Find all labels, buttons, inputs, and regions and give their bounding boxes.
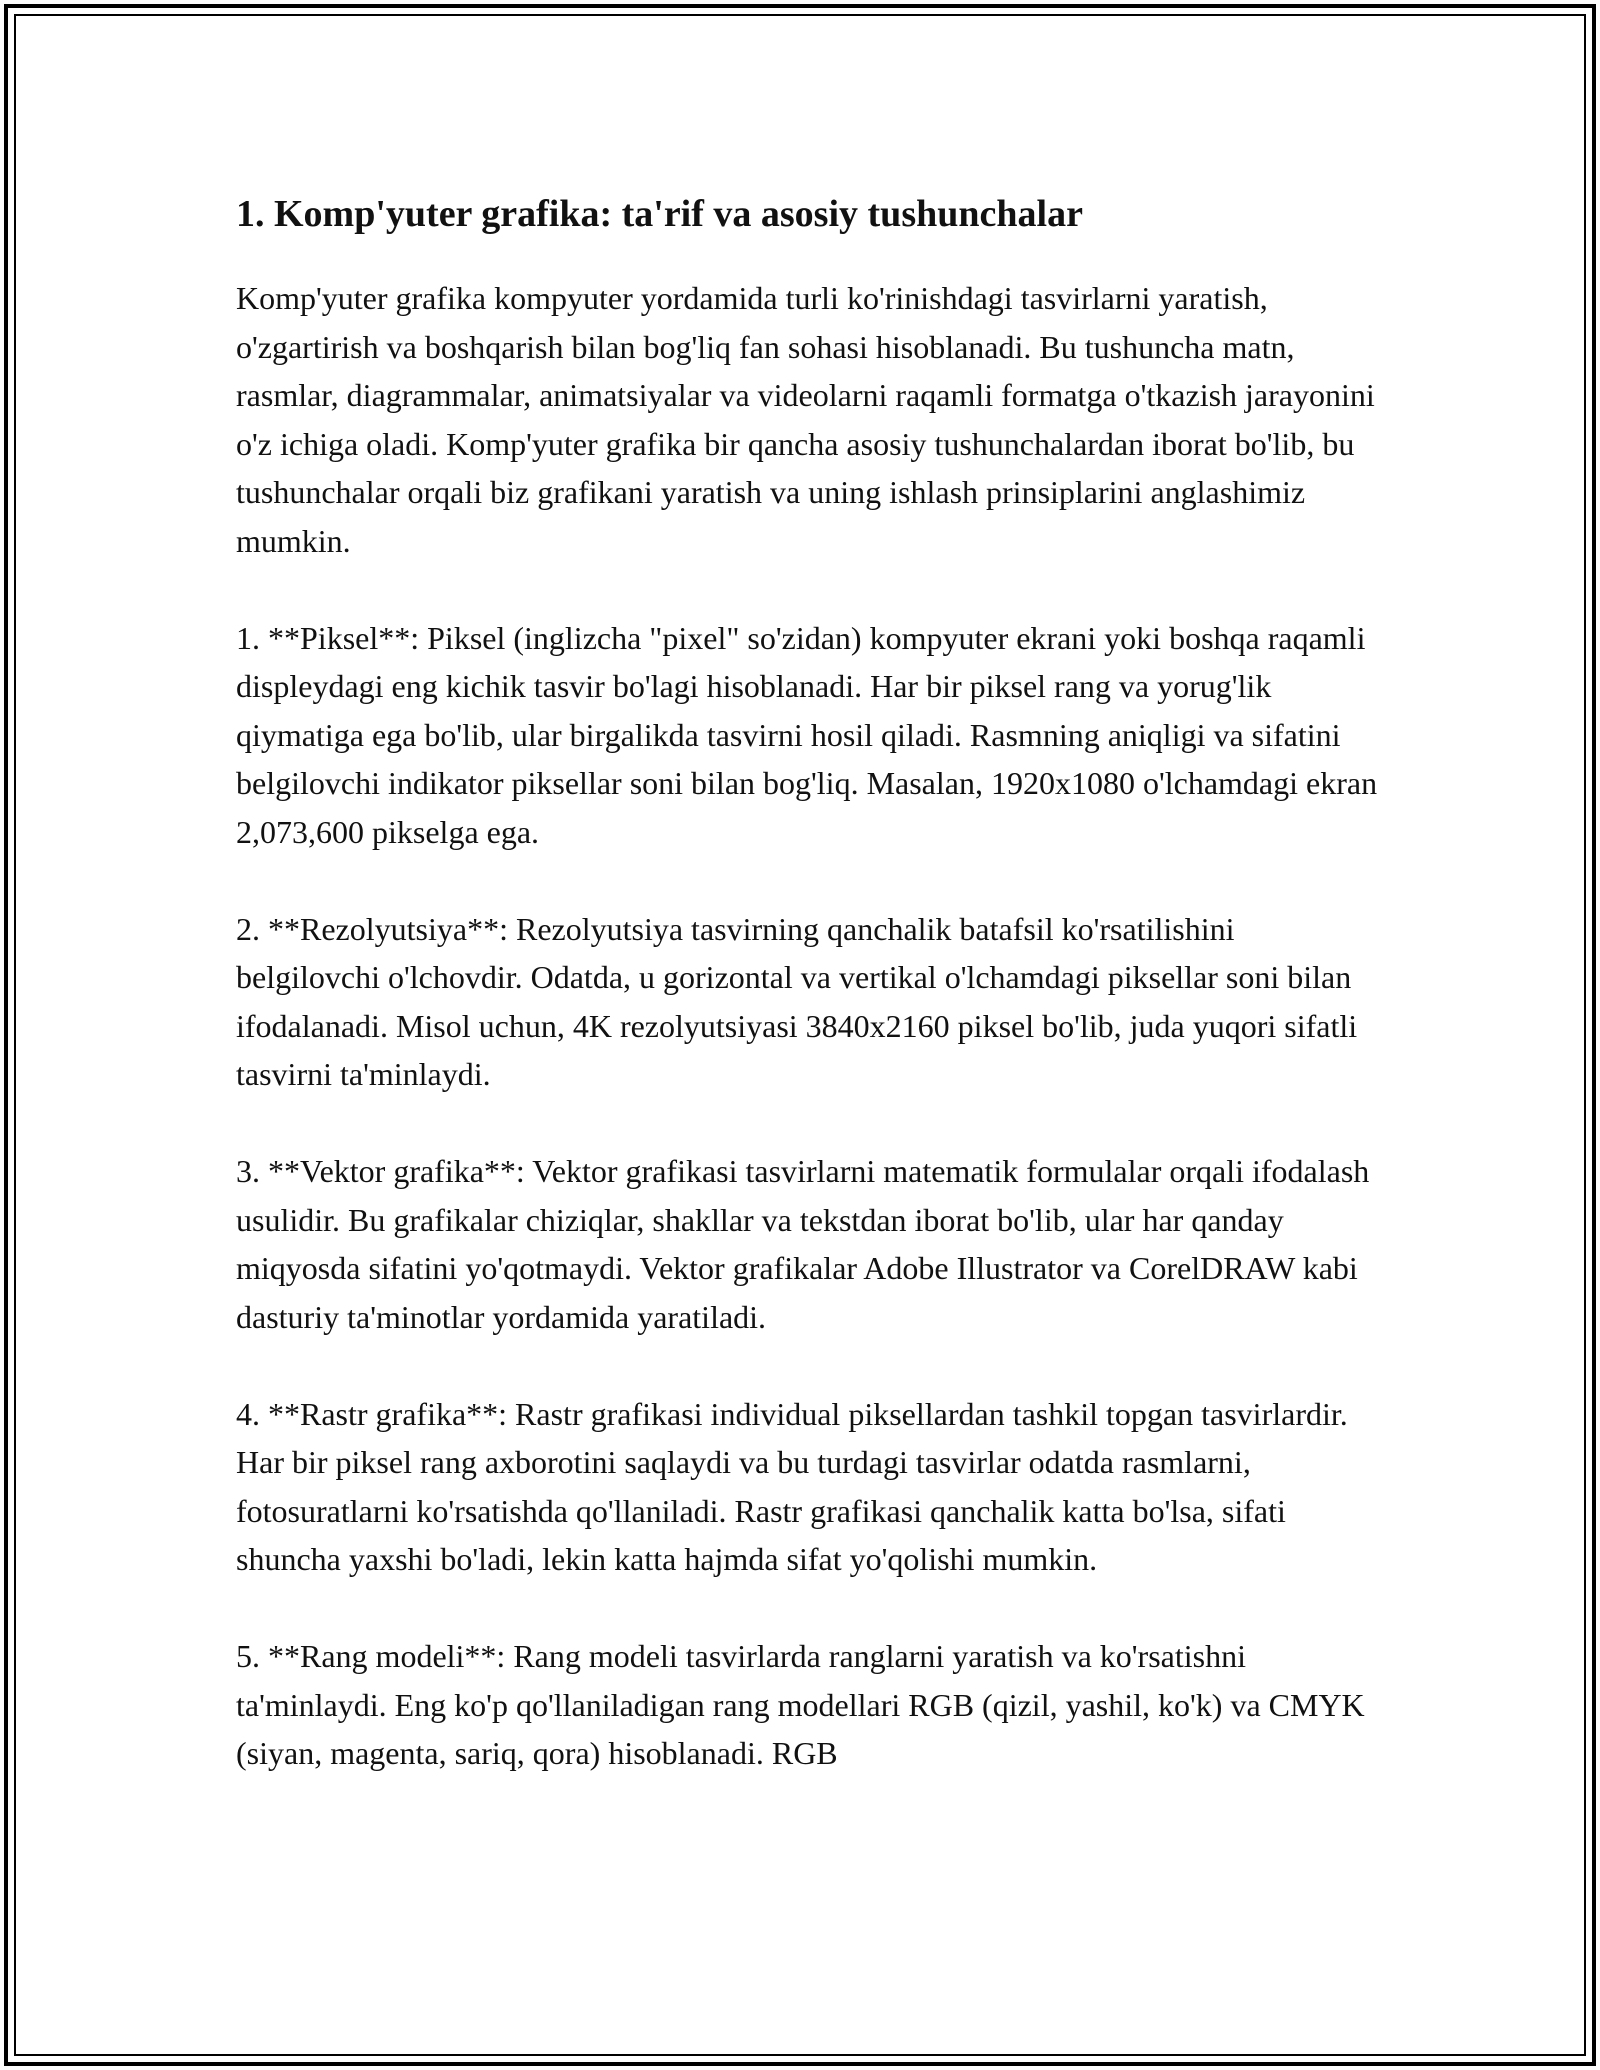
- section-title: 1. Komp'yuter grafika: ta'rif va asosiy tushunchalar: [236, 193, 1083, 235]
- pixel-paragraph: 1. **Piksel**: Piksel (inglizcha "pixel" so'zidan) kompyuter ekrani yoki boshqa raqamli displeydagi eng kichik tasvir bo'lagi hisoblanadi. Har bir piksel rang va yorug'lik qiymatiga ega bo'lib, ular birgalikda tasvirni hosil qiladi. Rasmning aniqligi va sifatini belgilovchi indikator piksellar soni bilan bog'liq. Masalan, 1920x1080 o'lchamdagi ekran 2,073,600 pikselga ega.: [236, 619, 1378, 850]
- resolution-paragraph: 2. **Rezolyutsiya**: Rezolyutsiya tasvirning qanchalik batafsil ko'rsatilishini belgilovchi o'lchovdir. Odatda, u gorizontal va vertikal o'lchamdagi piksellar soni bilan ifodalanadi. Misol uchun, 4K rezolyutsiyasi 3840x2160 piksel bo'lib, juda yuqori sifatli tasvirni ta'minlaydi.: [236, 910, 1358, 1092]
- vector-graphics-paragraph: 3. **Vektor grafika**: Vektor grafikasi tasvirlarni matematik formulalar orqali ifodalash usulidir. Bu grafikalar chiziqlar, shakllar va tekstdan iborat bo'lib, ular har qanday miqyosda sifatini yo'qotmaydi. Vektor grafikalar Adobe Illustrator va CorelDRAW kabi dasturiy ta'minotlar yordamida yaratiladi.: [236, 1153, 1370, 1335]
- intro-paragraph: Komp'yuter grafika kompyuter yordamida turli ko'rinishdagi tasvirlarni yaratish, o'zgartirish va boshqarish bilan bog'liq fan sohasi hisoblanadi. Bu tushuncha matn, rasmlar, diagrammalar, animatsiyalar va videolarni raqamli formatga o'tkazish jarayonini o'z ichiga oladi. Komp'yuter grafika bir qancha asosiy tushunchalardan iborat bo'lib, bu tushunchalar orqali biz grafikani yaratish va uning ishlash prinsiplarini anglashimiz mumkin.: [236, 280, 1375, 559]
- color-model-paragraph: 5. **Rang modeli**: Rang modeli tasvirlarda ranglarni yaratish va ko'rsatishni ta'minlaydi. Eng ko'p qo'llaniladigan rang modellari RGB (qizil, yashil, ko'k) va CMYK (siyan, magenta, sariq, qora) hisoblanadi. RGB: [236, 1638, 1365, 1771]
- raster-graphics-paragraph: 4. **Rastr grafika**: Rastr grafikasi individual piksellardan tashkil topgan tasvirlardir. Har bir piksel rang axborotini saqlaydi va bu turdagi tasvirlar odatda rasmlarni, fotosuratlarni ko'rsatishda qo'llaniladi. Rastr grafikasi qanchalik katta bo'lsa, sifati shuncha yaxshi bo'ladi, lekin katta hajmda sifat yo'qolishi mumkin.: [236, 1395, 1348, 1577]
- document-body: [236, 186, 1386, 1826]
